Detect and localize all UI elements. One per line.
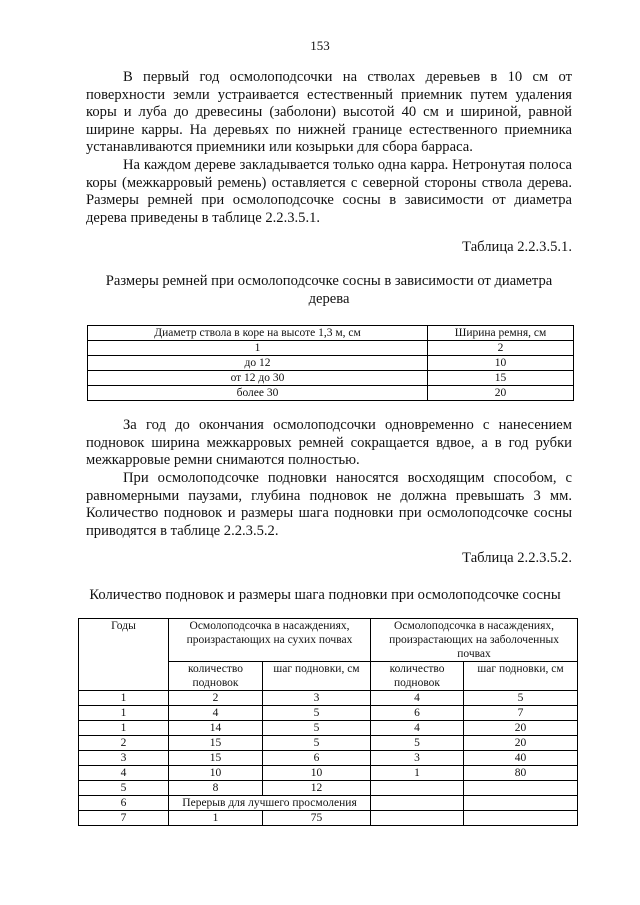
table-cell: 1 [169, 811, 263, 826]
table-cell: 5 [263, 706, 371, 721]
paragraph: За год до окончания осмолоподсочки одновременно с нанесением подновок ширина межкарровых ремней сокращается вдвое, а в год рубки межкарровые ремни снимаются полностью. [86, 417, 572, 469]
table-label: Таблица 2.2.3.5.2. [462, 550, 572, 566]
table-cell: 5 [371, 736, 464, 751]
table-subheader: количество подновок [169, 662, 263, 691]
table-row [79, 721, 578, 736]
table-subheader: шаг подновки, см [464, 662, 578, 691]
table-cell: 5 [79, 781, 169, 796]
table-cell: 10 [428, 356, 574, 371]
table-cell [464, 811, 578, 826]
table-cell: 40 [464, 751, 578, 766]
paragraph: При осмолоподсочке подновки наносятся восходящим способом, с равномерными паузами, глубина подновок не должна превышать 3 мм. Количество подновок и размеры шага подновки при осмолоподсочке сосны приводятся в таблице 2.2.3.5.2. [86, 470, 572, 539]
table-subheader: количество подновок [371, 662, 464, 691]
paragraph: На каждом дереве закладывается только одна карра. Нетронутая полоса коры (межкарровый ремень) оставляется с северной стороны ствола дерева. Размеры ремней при осмолоподсочке сосны в зависимости от диаметра дерева приведены в таблице 2.2.3.5.1. [86, 157, 572, 226]
table-cell: 5 [263, 721, 371, 736]
table-cell [464, 796, 578, 811]
table-title: Количество подновок и размеры шага подновки при осмолоподсочке сосны [89, 587, 561, 603]
table-cell: 14 [169, 721, 263, 736]
table-cell: 4 [79, 766, 169, 781]
table-cell: 3 [371, 751, 464, 766]
table-row [79, 691, 578, 706]
table-label: Таблица 2.2.3.5.1. [462, 239, 572, 255]
table-cell: 1 [79, 691, 169, 706]
paragraph: В первый год осмолоподсочки на стволах деревьев в 10 см от поверхности земли устраивается естественный приемник путем удаления коры и луба до древесины (заболони) высотой 40 см и шириной, равной ширине карры. На деревьях по нижней границе естественного приемника устанавливаются приемники или козырьки для сбора барраса. [86, 69, 572, 156]
table-header: Годы [79, 619, 169, 691]
table-row [88, 356, 574, 371]
table-cell: 15 [169, 736, 263, 751]
table-cell [464, 781, 578, 796]
table-header: Осмолоподсочка в насаждениях, произрастающих на сухих почвах [169, 619, 371, 662]
table-cell: 1 [371, 766, 464, 781]
table-cell: 1 [79, 721, 169, 736]
table-row [79, 796, 578, 811]
table-cell: 8 [169, 781, 263, 796]
table-cell: 75 [263, 811, 371, 826]
table-cell: 5 [464, 691, 578, 706]
page-number: 153 [310, 38, 330, 53]
table-cell [371, 796, 464, 811]
table-cell: 5 [263, 736, 371, 751]
table-tapping [78, 618, 578, 826]
table-cell: Перерыв для лучшего просмоления [169, 796, 371, 811]
table-row [79, 736, 578, 751]
table-cell: 6 [79, 796, 169, 811]
table-cell: 20 [464, 736, 578, 751]
table-header: Осмолоподсочка в насаждениях, произрастающих на заболоченных почвах [371, 619, 578, 662]
table-cell: 2 [428, 341, 574, 356]
table-row [79, 811, 578, 826]
table-row [88, 341, 574, 356]
table-cell: 2 [169, 691, 263, 706]
table-row [79, 706, 578, 721]
table-cell: 10 [263, 766, 371, 781]
table-cell: более 30 [88, 386, 428, 401]
table-cell: 80 [464, 766, 578, 781]
table-cell: 20 [428, 386, 574, 401]
table-cell [371, 811, 464, 826]
table-cell: 6 [263, 751, 371, 766]
table-cell: 10 [169, 766, 263, 781]
table-row [88, 371, 574, 386]
table-cell: 12 [263, 781, 371, 796]
table-cell: 2 [79, 736, 169, 751]
table-title: Размеры ремней при осмолоподсочке сосны в зависимости от диаметра дерева [105, 273, 553, 307]
table-subheader: шаг подновки, см [263, 662, 371, 691]
table-cell: 7 [79, 811, 169, 826]
table-row [79, 781, 578, 796]
table-cell: 3 [263, 691, 371, 706]
table-cell [371, 781, 464, 796]
table-cell: от 12 до 30 [88, 371, 428, 386]
table-cell: до 12 [88, 356, 428, 371]
table-row [79, 751, 578, 766]
table-row [88, 386, 574, 401]
table-cell: 7 [464, 706, 578, 721]
table-belt-widths [87, 325, 574, 401]
table-cell: 4 [371, 721, 464, 736]
table-header: Диаметр ствола в коре на высоте 1,3 м, см [88, 326, 428, 341]
table-cell: 6 [371, 706, 464, 721]
table-row [79, 766, 578, 781]
table-cell: 20 [464, 721, 578, 736]
table-cell: 15 [428, 371, 574, 386]
table-cell: 1 [88, 341, 428, 356]
table-cell: 1 [79, 706, 169, 721]
table-cell: 4 [371, 691, 464, 706]
table-header: Ширина ремня, см [428, 326, 574, 341]
table-cell: 3 [79, 751, 169, 766]
table-cell: 15 [169, 751, 263, 766]
table-cell: 4 [169, 706, 263, 721]
